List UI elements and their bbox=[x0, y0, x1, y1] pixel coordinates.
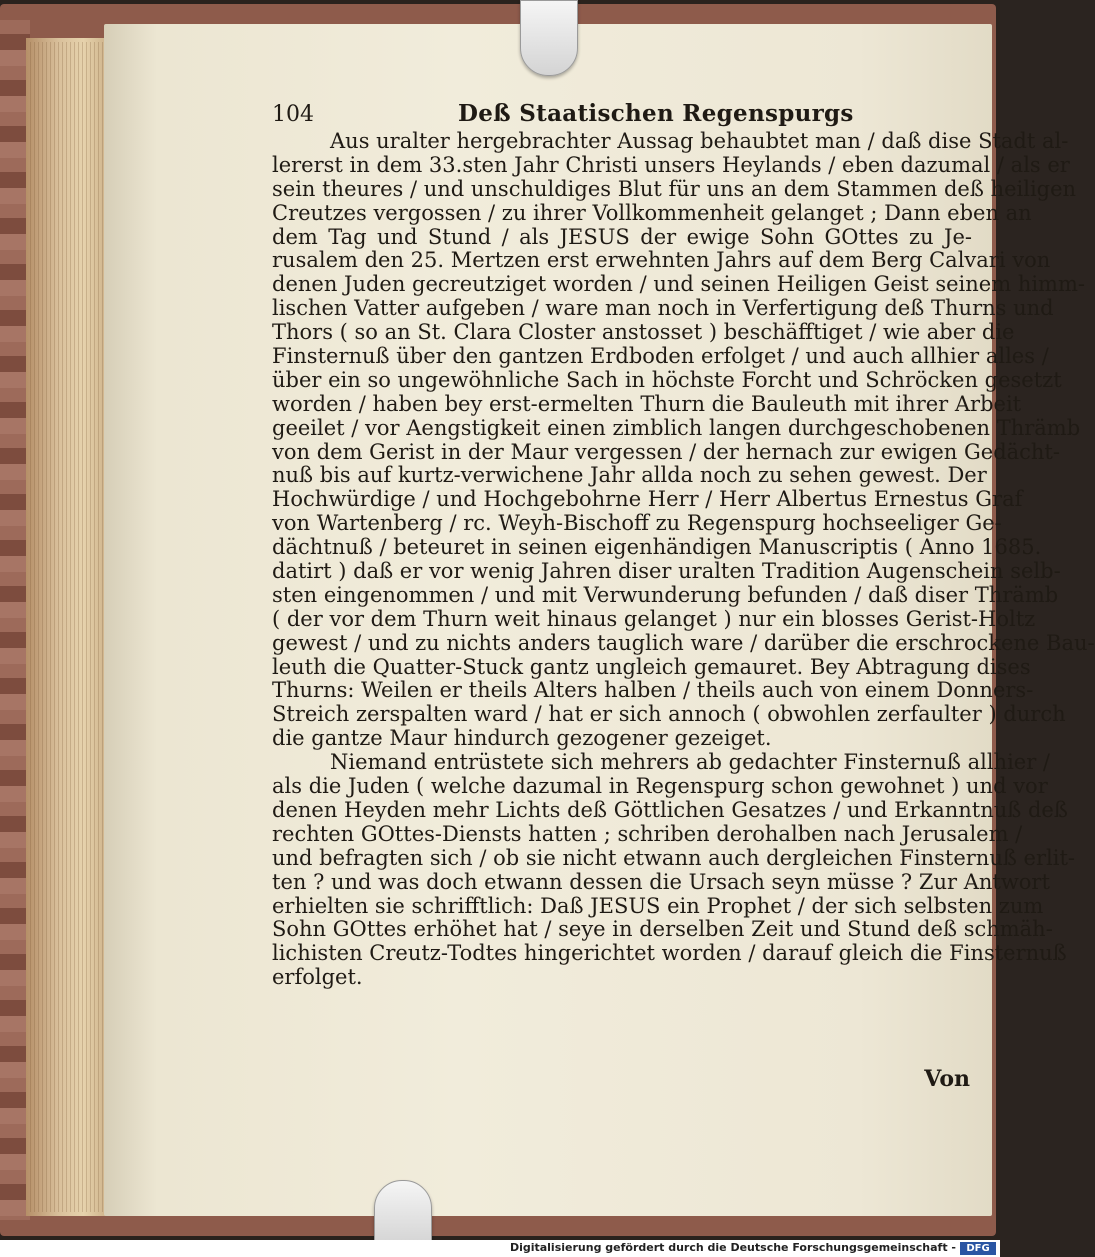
page-clip-bottom bbox=[374, 1180, 432, 1246]
text-line: von Wartenberg / rc. Weyh-Bischoff zu Regenspurg hochseeliger Ge- bbox=[272, 511, 1002, 536]
text-line: rechten GOttes-Diensts hatten ; schriben derohalben nach Jerusalem / bbox=[272, 821, 1023, 846]
text-line: Niemand entrüstete sich mehrers ab gedachter Finsternuß allhier / bbox=[330, 750, 1051, 775]
footer-bar bbox=[0, 1240, 1000, 1257]
text-line: Aus uralter hergebrachter Aussag behaubtet man / daß dise Stadt al- bbox=[330, 129, 1069, 153]
text-line: dächtnuß / beteuret in seinen eigenhändigen Manuscriptis ( Anno 1685. bbox=[272, 535, 1042, 560]
funding-credit: Digitalisierung gefördert durch die Deutsche Forschungsgemeinschaft - bbox=[509, 1241, 956, 1254]
text-line: dem Tag und Stund / als JESUS der ewige Sohn GOttes zu Je- bbox=[272, 224, 972, 249]
text-line: als die Juden ( welche dazumal in Regenspurg schon gewohnet ) und vor bbox=[272, 774, 1048, 799]
text-line: die gantze Maur hindurch gezogener gezeiget. bbox=[272, 726, 772, 751]
text-line: denen Juden gecreutziget worden / und seinen Heiligen Geist seinem himm- bbox=[272, 272, 1085, 297]
text-line: ( der vor dem Thurn weit hinaus gelanget ) nur ein blosses Gerist-Holtz bbox=[272, 606, 1036, 631]
text-line: Finsternuß über den gantzen Erdboden erfolget / und auch allhier alles / bbox=[272, 344, 1049, 369]
text-line: lichisten Creutz-Todtes hingerichtet worden / darauf gleich die Finsternuß bbox=[272, 941, 1067, 966]
text-line: leuth die Quatter-Stuck gantz ungleich gemauret. Bey Abtragung dises bbox=[272, 654, 1031, 679]
body-text bbox=[272, 129, 1095, 990]
text-line: erhielten sie schrifftlich: Daß JESUS ein Prophet / der sich selbsten zum bbox=[272, 893, 1044, 918]
text-line: lererst in dem 33.sten Jahr Christi unsers Heylands / eben dazumal / als er bbox=[272, 152, 1070, 177]
text-line: rusalem den 25. Mertzen erst erwehnten Jahrs auf dem Berg Calvari von bbox=[272, 248, 1051, 273]
text-line: Streich zerspalten ward / hat er sich annoch ( obwohlen zerfaulter ) durch bbox=[272, 702, 1066, 727]
page-number: 104 bbox=[272, 102, 314, 127]
text-line: datirt ) daß er vor wenig Jahren diser uralten Tradition Augenschein selb- bbox=[272, 559, 1061, 584]
text-line: Creutzes vergossen / zu ihrer Vollkommenheit gelanget ; Dann eben an bbox=[272, 200, 1032, 225]
text-line: nuß bis auf kurtz-verwichene Jahr allda noch zu sehen gewest. Der bbox=[272, 463, 987, 488]
text-line: erfolget. bbox=[272, 965, 363, 990]
text-line: Hochwürdige / und Hochgebohrne Herr / Herr Albertus Ernestus Graf bbox=[272, 487, 1023, 512]
text-line: über ein so ungewöhnliche Sach in höchste Forcht und Schröcken gesetzt bbox=[272, 367, 1062, 392]
text-line: denen Heyden mehr Lichts deß Göttlichen Gesatzes / und Erkanntnuß deß bbox=[272, 797, 1068, 822]
text-line: Sohn GOttes erhöhet hat / seye in derselben Zeit und Stund deß schmäh- bbox=[272, 917, 1053, 942]
text-line: lischen Vatter aufgeben / ware man noch in Verfertigung deß Thurns und bbox=[272, 296, 1054, 321]
text-line: sein theures / und unschuldiges Blut für uns an dem Stammen deß heiligen bbox=[272, 176, 1077, 201]
catchword: Von bbox=[924, 1066, 970, 1092]
page-clip-top bbox=[520, 0, 578, 76]
text-line: Thurns: Weilen er theils Alters halben / theils auch von einem Donners- bbox=[272, 678, 1034, 703]
text-line: gewest / und zu nichts anders tauglich ware / darüber die erschrockene Bau- bbox=[272, 630, 1095, 655]
text-line: Thors ( so an St. Clara Closter anstosset ) beschäfftiget / wie aber die bbox=[272, 320, 1015, 345]
page-edge-lines bbox=[30, 42, 104, 1212]
text-line: ten ? und was doch etwann dessen die Ursach seyn müsse ? Zur Antwort bbox=[272, 869, 1050, 894]
page-header bbox=[272, 100, 972, 130]
running-head: Deß Staatischen Regenspurgs bbox=[458, 100, 854, 127]
dfg-logo: DFG bbox=[960, 1242, 996, 1255]
text-line: und befragten sich / ob sie nicht etwann auch dergleichen Finsternuß erlit- bbox=[272, 845, 1075, 870]
text-line: geeilet / vor Aengstigkeit einen zimblich langen durchgeschobenen Thrämb bbox=[272, 415, 1081, 440]
text-line: sten eingenommen / und mit Verwunderung befunden / daß diser Thrämb bbox=[272, 582, 1059, 607]
text-line: worden / haben bey erst-ermelten Thurn die Bauleuth mit ihrer Arbeit bbox=[272, 391, 1022, 416]
text-line: von dem Gerist in der Maur vergessen / der hernach zur ewigen Gedächt- bbox=[272, 439, 1060, 464]
